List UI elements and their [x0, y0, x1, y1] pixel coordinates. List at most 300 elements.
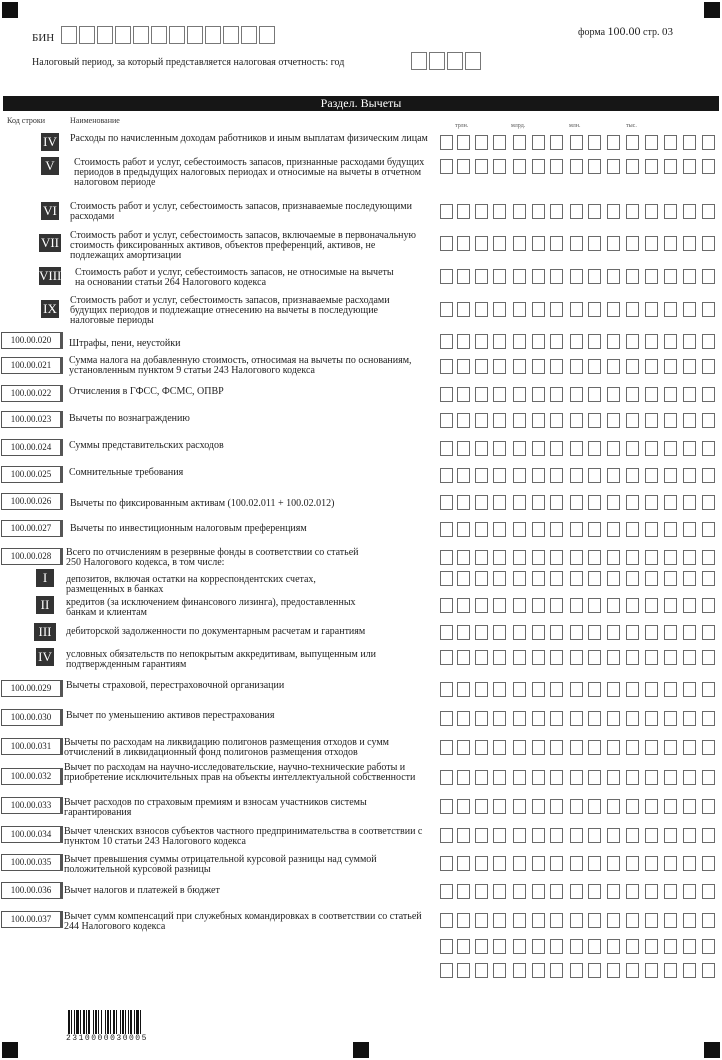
amount-digit-cell[interactable]	[493, 799, 506, 814]
amount-digit-cell[interactable]	[440, 711, 453, 726]
amount-digit-cell[interactable]	[588, 828, 601, 843]
amount-digit-cell[interactable]	[607, 625, 620, 640]
amount-digit-cell[interactable]	[588, 302, 601, 317]
amount-digit-cell[interactable]	[607, 856, 620, 871]
amount-digit-cell[interactable]	[570, 387, 583, 402]
amount-digit-cell[interactable]	[457, 571, 470, 586]
bin-input[interactable]	[61, 26, 277, 49]
amount-digit-cell[interactable]	[457, 334, 470, 349]
amount-digit-cell[interactable]	[588, 269, 601, 284]
amount-digit-cell[interactable]	[607, 522, 620, 537]
amount-digit-cell[interactable]	[493, 441, 506, 456]
amount-digit-cell[interactable]	[645, 522, 658, 537]
bin-digit-cell[interactable]	[187, 26, 203, 44]
amount-digit-cell[interactable]	[570, 799, 583, 814]
amount-digit-cell[interactable]	[626, 269, 639, 284]
amount-digit-cell[interactable]	[607, 468, 620, 483]
amount-digit-cell[interactable]	[475, 571, 488, 586]
amount-digit-cell[interactable]	[645, 387, 658, 402]
amount-digit-cell[interactable]	[607, 598, 620, 613]
amount-digit-cell[interactable]	[440, 799, 453, 814]
amount-digit-cell[interactable]	[664, 269, 677, 284]
amount-digit-cell[interactable]	[493, 135, 506, 150]
amount-digit-cell[interactable]	[702, 302, 715, 317]
amount-digit-cell[interactable]	[570, 913, 583, 928]
amount-digit-cell[interactable]	[475, 939, 488, 954]
amount-digit-cell[interactable]	[457, 441, 470, 456]
amount-digit-cell[interactable]	[513, 468, 526, 483]
amount-digit-cell[interactable]	[626, 828, 639, 843]
amount-digit-cell[interactable]	[457, 740, 470, 755]
amount-digit-cell[interactable]	[683, 913, 696, 928]
amount-digit-cell[interactable]	[683, 770, 696, 785]
amount-digit-cell[interactable]	[570, 682, 583, 697]
amount-digit-cell[interactable]	[550, 711, 563, 726]
amount-digit-cell[interactable]	[645, 571, 658, 586]
amount-digit-cell[interactable]	[475, 522, 488, 537]
bin-digit-cell[interactable]	[79, 26, 95, 44]
amount-digit-cell[interactable]	[440, 522, 453, 537]
amount-digit-cell[interactable]	[493, 334, 506, 349]
amount-digit-cell[interactable]	[532, 598, 545, 613]
amount-digit-cell[interactable]	[588, 625, 601, 640]
amount-digit-cell[interactable]	[440, 770, 453, 785]
amount-digit-cell[interactable]	[683, 598, 696, 613]
amount-digit-cell[interactable]	[513, 770, 526, 785]
amount-digit-cell[interactable]	[702, 204, 715, 219]
amount-digit-cell[interactable]	[550, 828, 563, 843]
amount-digit-cell[interactable]	[607, 269, 620, 284]
amount-digit-cell[interactable]	[493, 571, 506, 586]
amount-digit-cell[interactable]	[683, 387, 696, 402]
amount-digit-cell[interactable]	[457, 522, 470, 537]
amount-digit-cell[interactable]	[550, 495, 563, 510]
amount-digit-cell[interactable]	[550, 740, 563, 755]
amount-digit-cell[interactable]	[702, 828, 715, 843]
amount-digit-cell[interactable]	[513, 884, 526, 899]
amount-digit-cell[interactable]	[645, 236, 658, 251]
amount-digit-cell[interactable]	[607, 682, 620, 697]
amount-digit-cell[interactable]	[702, 441, 715, 456]
bin-digit-cell[interactable]	[133, 26, 149, 44]
amount-digit-cell[interactable]	[664, 770, 677, 785]
amount-digit-cell[interactable]	[493, 770, 506, 785]
amount-digit-cell[interactable]	[683, 269, 696, 284]
amount-digit-cell[interactable]	[513, 550, 526, 565]
amount-digit-cell[interactable]	[475, 135, 488, 150]
amount-digit-cell[interactable]	[550, 550, 563, 565]
amount-digit-cell[interactable]	[550, 269, 563, 284]
amount-digit-cell[interactable]	[475, 711, 488, 726]
amount-digit-cell[interactable]	[532, 413, 545, 428]
amount-digit-cell[interactable]	[664, 682, 677, 697]
amount-digit-cell[interactable]	[457, 770, 470, 785]
amount-digit-cell[interactable]	[532, 236, 545, 251]
amount-digit-cell[interactable]	[683, 495, 696, 510]
amount-digit-cell[interactable]	[588, 770, 601, 785]
amount-digit-cell[interactable]	[550, 334, 563, 349]
amount-digit-cell[interactable]	[550, 302, 563, 317]
bin-digit-cell[interactable]	[241, 26, 257, 44]
amount-digit-cell[interactable]	[532, 571, 545, 586]
amount-digit-cell[interactable]	[550, 856, 563, 871]
amount-digit-cell[interactable]	[570, 495, 583, 510]
amount-digit-cell[interactable]	[645, 913, 658, 928]
amount-digit-cell[interactable]	[702, 413, 715, 428]
amount-digit-cell[interactable]	[702, 495, 715, 510]
amount-digit-cell[interactable]	[440, 204, 453, 219]
amount-digit-cell[interactable]	[475, 650, 488, 665]
amount-digit-cell[interactable]	[645, 828, 658, 843]
amount-digit-cell[interactable]	[475, 625, 488, 640]
amount-digit-cell[interactable]	[532, 828, 545, 843]
amount-digit-cell[interactable]	[664, 468, 677, 483]
amount-digit-cell[interactable]	[550, 963, 563, 978]
amount-digit-cell[interactable]	[626, 770, 639, 785]
amount-digit-cell[interactable]	[457, 856, 470, 871]
amount-digit-cell[interactable]	[475, 682, 488, 697]
amount-digit-cell[interactable]	[570, 135, 583, 150]
amount-digit-cell[interactable]	[475, 740, 488, 755]
amount-digit-cell[interactable]	[440, 441, 453, 456]
amount-digit-cell[interactable]	[664, 571, 677, 586]
amount-digit-cell[interactable]	[532, 856, 545, 871]
amount-digit-cell[interactable]	[664, 740, 677, 755]
amount-digit-cell[interactable]	[588, 495, 601, 510]
amount-digit-cell[interactable]	[588, 334, 601, 349]
amount-digit-cell[interactable]	[570, 334, 583, 349]
amount-digit-cell[interactable]	[457, 359, 470, 374]
amount-digit-cell[interactable]	[550, 682, 563, 697]
amount-digit-cell[interactable]	[493, 495, 506, 510]
amount-digit-cell[interactable]	[493, 963, 506, 978]
amount-digit-cell[interactable]	[493, 828, 506, 843]
amount-digit-cell[interactable]	[570, 740, 583, 755]
amount-digit-cell[interactable]	[645, 884, 658, 899]
amount-digit-cell[interactable]	[440, 913, 453, 928]
amount-digit-cell[interactable]	[475, 269, 488, 284]
amount-digit-cell[interactable]	[457, 302, 470, 317]
amount-digit-cell[interactable]	[683, 159, 696, 174]
amount-digit-cell[interactable]	[645, 711, 658, 726]
amount-digit-cell[interactable]	[532, 913, 545, 928]
amount-digit-cell[interactable]	[475, 963, 488, 978]
amount-digit-cell[interactable]	[513, 939, 526, 954]
amount-digit-cell[interactable]	[475, 770, 488, 785]
amount-digit-cell[interactable]	[570, 770, 583, 785]
amount-digit-cell[interactable]	[513, 963, 526, 978]
amount-digit-cell[interactable]	[626, 495, 639, 510]
amount-digit-cell[interactable]	[645, 441, 658, 456]
amount-digit-cell[interactable]	[607, 236, 620, 251]
amount-digit-cell[interactable]	[457, 799, 470, 814]
amount-digit-cell[interactable]	[607, 571, 620, 586]
amount-digit-cell[interactable]	[570, 625, 583, 640]
amount-digit-cell[interactable]	[702, 856, 715, 871]
amount-digit-cell[interactable]	[550, 468, 563, 483]
amount-digit-cell[interactable]	[532, 682, 545, 697]
amount-digit-cell[interactable]	[588, 939, 601, 954]
amount-digit-cell[interactable]	[550, 799, 563, 814]
amount-digit-cell[interactable]	[683, 236, 696, 251]
amount-digit-cell[interactable]	[645, 302, 658, 317]
amount-digit-cell[interactable]	[645, 598, 658, 613]
amount-digit-cell[interactable]	[588, 359, 601, 374]
amount-digit-cell[interactable]	[664, 598, 677, 613]
amount-digit-cell[interactable]	[702, 359, 715, 374]
amount-digit-cell[interactable]	[702, 571, 715, 586]
amount-digit-cell[interactable]	[664, 413, 677, 428]
amount-digit-cell[interactable]	[493, 413, 506, 428]
amount-digit-cell[interactable]	[513, 571, 526, 586]
amount-digit-cell[interactable]	[588, 682, 601, 697]
amount-digit-cell[interactable]	[440, 159, 453, 174]
amount-digit-cell[interactable]	[513, 856, 526, 871]
amount-digit-cell[interactable]	[588, 963, 601, 978]
amount-digit-cell[interactable]	[570, 236, 583, 251]
amount-digit-cell[interactable]	[570, 550, 583, 565]
amount-digit-cell[interactable]	[626, 939, 639, 954]
amount-digit-cell[interactable]	[702, 884, 715, 899]
amount-digit-cell[interactable]	[588, 740, 601, 755]
amount-digit-cell[interactable]	[645, 495, 658, 510]
amount-digit-cell[interactable]	[513, 650, 526, 665]
amount-digit-cell[interactable]	[570, 828, 583, 843]
amount-digit-cell[interactable]	[440, 598, 453, 613]
amount-digit-cell[interactable]	[588, 413, 601, 428]
amount-digit-cell[interactable]	[513, 682, 526, 697]
amount-digit-cell[interactable]	[532, 711, 545, 726]
amount-digit-cell[interactable]	[607, 939, 620, 954]
amount-digit-cell[interactable]	[570, 159, 583, 174]
amount-digit-cell[interactable]	[532, 135, 545, 150]
amount-digit-cell[interactable]	[493, 302, 506, 317]
amount-digit-cell[interactable]	[664, 884, 677, 899]
amount-digit-cell[interactable]	[513, 236, 526, 251]
amount-digit-cell[interactable]	[570, 963, 583, 978]
bin-digit-cell[interactable]	[61, 26, 77, 44]
amount-digit-cell[interactable]	[683, 884, 696, 899]
amount-digit-cell[interactable]	[457, 682, 470, 697]
amount-digit-cell[interactable]	[440, 413, 453, 428]
amount-digit-cell[interactable]	[702, 650, 715, 665]
amount-digit-cell[interactable]	[664, 650, 677, 665]
amount-digit-cell[interactable]	[570, 269, 583, 284]
amount-digit-cell[interactable]	[550, 387, 563, 402]
amount-digit-cell[interactable]	[475, 204, 488, 219]
amount-digit-cell[interactable]	[475, 550, 488, 565]
amount-digit-cell[interactable]	[702, 799, 715, 814]
amount-digit-cell[interactable]	[457, 913, 470, 928]
amount-digit-cell[interactable]	[702, 625, 715, 640]
amount-digit-cell[interactable]	[607, 884, 620, 899]
amount-digit-cell[interactable]	[664, 522, 677, 537]
amount-digit-cell[interactable]	[475, 159, 488, 174]
amount-digit-cell[interactable]	[570, 302, 583, 317]
amount-digit-cell[interactable]	[683, 359, 696, 374]
amount-digit-cell[interactable]	[607, 159, 620, 174]
amount-digit-cell[interactable]	[588, 135, 601, 150]
amount-digit-cell[interactable]	[702, 269, 715, 284]
amount-digit-cell[interactable]	[475, 799, 488, 814]
amount-digit-cell[interactable]	[702, 334, 715, 349]
amount-digit-cell[interactable]	[664, 495, 677, 510]
amount-digit-cell[interactable]	[626, 236, 639, 251]
amount-digit-cell[interactable]	[513, 740, 526, 755]
amount-digit-cell[interactable]	[645, 740, 658, 755]
amount-digit-cell[interactable]	[607, 334, 620, 349]
amount-digit-cell[interactable]	[626, 625, 639, 640]
amount-digit-cell[interactable]	[683, 711, 696, 726]
amount-digit-cell[interactable]	[532, 770, 545, 785]
amount-digit-cell[interactable]	[493, 598, 506, 613]
amount-digit-cell[interactable]	[702, 550, 715, 565]
amount-digit-cell[interactable]	[664, 236, 677, 251]
amount-digit-cell[interactable]	[645, 269, 658, 284]
amount-digit-cell[interactable]	[440, 884, 453, 899]
amount-digit-cell[interactable]	[513, 135, 526, 150]
amount-digit-cell[interactable]	[475, 359, 488, 374]
amount-digit-cell[interactable]	[683, 625, 696, 640]
amount-digit-cell[interactable]	[664, 828, 677, 843]
amount-digit-cell[interactable]	[626, 159, 639, 174]
amount-digit-cell[interactable]	[588, 550, 601, 565]
amount-digit-cell[interactable]	[626, 359, 639, 374]
amount-digit-cell[interactable]	[457, 884, 470, 899]
amount-digit-cell[interactable]	[457, 598, 470, 613]
amount-digit-cell[interactable]	[683, 302, 696, 317]
amount-digit-cell[interactable]	[513, 711, 526, 726]
year-digit-cell[interactable]	[465, 52, 481, 70]
amount-digit-cell[interactable]	[626, 135, 639, 150]
amount-digit-cell[interactable]	[475, 495, 488, 510]
amount-digit-cell[interactable]	[588, 387, 601, 402]
amount-digit-cell[interactable]	[513, 204, 526, 219]
amount-digit-cell[interactable]	[588, 522, 601, 537]
amount-digit-cell[interactable]	[645, 359, 658, 374]
amount-digit-cell[interactable]	[475, 468, 488, 483]
amount-digit-cell[interactable]	[457, 468, 470, 483]
amount-digit-cell[interactable]	[702, 236, 715, 251]
amount-digit-cell[interactable]	[607, 441, 620, 456]
amount-digit-cell[interactable]	[440, 550, 453, 565]
amount-digit-cell[interactable]	[457, 711, 470, 726]
year-digit-cell[interactable]	[411, 52, 427, 70]
amount-digit-cell[interactable]	[440, 682, 453, 697]
amount-digit-cell[interactable]	[607, 359, 620, 374]
amount-digit-cell[interactable]	[457, 650, 470, 665]
amount-digit-cell[interactable]	[664, 334, 677, 349]
amount-digit-cell[interactable]	[683, 799, 696, 814]
amount-digit-cell[interactable]	[702, 963, 715, 978]
amount-digit-cell[interactable]	[607, 711, 620, 726]
amount-digit-cell[interactable]	[588, 159, 601, 174]
bin-digit-cell[interactable]	[169, 26, 185, 44]
amount-digit-cell[interactable]	[457, 159, 470, 174]
amount-digit-cell[interactable]	[645, 856, 658, 871]
amount-digit-cell[interactable]	[550, 884, 563, 899]
amount-digit-cell[interactable]	[626, 799, 639, 814]
amount-digit-cell[interactable]	[532, 650, 545, 665]
bin-digit-cell[interactable]	[259, 26, 275, 44]
amount-digit-cell[interactable]	[626, 441, 639, 456]
amount-digit-cell[interactable]	[626, 650, 639, 665]
amount-digit-cell[interactable]	[550, 770, 563, 785]
amount-digit-cell[interactable]	[607, 770, 620, 785]
amount-digit-cell[interactable]	[457, 828, 470, 843]
amount-digit-cell[interactable]	[626, 413, 639, 428]
amount-digit-cell[interactable]	[626, 856, 639, 871]
amount-digit-cell[interactable]	[457, 204, 470, 219]
amount-digit-cell[interactable]	[493, 269, 506, 284]
amount-digit-cell[interactable]	[607, 550, 620, 565]
amount-digit-cell[interactable]	[440, 359, 453, 374]
amount-digit-cell[interactable]	[702, 468, 715, 483]
amount-digit-cell[interactable]	[702, 387, 715, 402]
amount-digit-cell[interactable]	[550, 598, 563, 613]
amount-digit-cell[interactable]	[493, 856, 506, 871]
amount-digit-cell[interactable]	[664, 204, 677, 219]
amount-digit-cell[interactable]	[493, 550, 506, 565]
amount-digit-cell[interactable]	[493, 236, 506, 251]
amount-digit-cell[interactable]	[683, 856, 696, 871]
amount-digit-cell[interactable]	[683, 468, 696, 483]
amount-digit-cell[interactable]	[664, 387, 677, 402]
amount-digit-cell[interactable]	[532, 334, 545, 349]
amount-digit-cell[interactable]	[588, 856, 601, 871]
amount-digit-cell[interactable]	[645, 682, 658, 697]
amount-digit-cell[interactable]	[475, 856, 488, 871]
amount-digit-cell[interactable]	[475, 334, 488, 349]
amount-digit-cell[interactable]	[588, 711, 601, 726]
amount-digit-cell[interactable]	[532, 625, 545, 640]
amount-digit-cell[interactable]	[493, 522, 506, 537]
amount-digit-cell[interactable]	[664, 135, 677, 150]
amount-digit-cell[interactable]	[513, 828, 526, 843]
amount-digit-cell[interactable]	[513, 441, 526, 456]
amount-digit-cell[interactable]	[493, 913, 506, 928]
amount-digit-cell[interactable]	[457, 963, 470, 978]
amount-digit-cell[interactable]	[626, 711, 639, 726]
amount-digit-cell[interactable]	[570, 413, 583, 428]
amount-digit-cell[interactable]	[626, 204, 639, 219]
amount-digit-cell[interactable]	[570, 468, 583, 483]
amount-digit-cell[interactable]	[493, 359, 506, 374]
amount-digit-cell[interactable]	[683, 682, 696, 697]
amount-digit-cell[interactable]	[440, 939, 453, 954]
year-digit-cell[interactable]	[429, 52, 445, 70]
amount-digit-cell[interactable]	[550, 650, 563, 665]
amount-digit-cell[interactable]	[440, 856, 453, 871]
amount-digit-cell[interactable]	[493, 204, 506, 219]
amount-digit-cell[interactable]	[588, 598, 601, 613]
amount-digit-cell[interactable]	[475, 441, 488, 456]
amount-digit-cell[interactable]	[588, 650, 601, 665]
amount-digit-cell[interactable]	[570, 939, 583, 954]
amount-digit-cell[interactable]	[532, 204, 545, 219]
amount-digit-cell[interactable]	[440, 468, 453, 483]
amount-digit-cell[interactable]	[664, 302, 677, 317]
amount-digit-cell[interactable]	[626, 550, 639, 565]
amount-digit-cell[interactable]	[570, 650, 583, 665]
amount-digit-cell[interactable]	[683, 963, 696, 978]
amount-digit-cell[interactable]	[513, 269, 526, 284]
amount-digit-cell[interactable]	[440, 740, 453, 755]
amount-digit-cell[interactable]	[532, 387, 545, 402]
bin-digit-cell[interactable]	[115, 26, 131, 44]
amount-digit-cell[interactable]	[570, 522, 583, 537]
amount-digit-cell[interactable]	[440, 334, 453, 349]
